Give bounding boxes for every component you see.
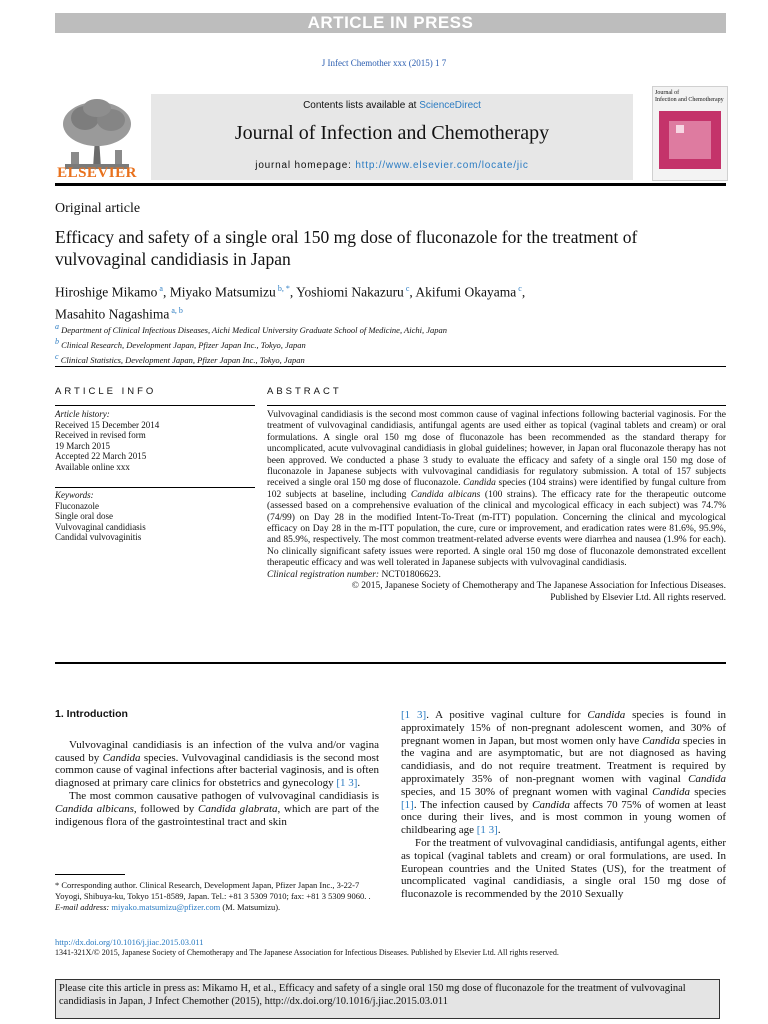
abstract-text: Vulvovaginal candidiasis is the second most common cause of vaginal infections following bacterial vaginosis. For the treatment of vulvovaginal candidiasis, antifungal agents are used either as topical (vaginal tablets and cream) or oral formulations. A single oral 150 mg dose of fluconazole has been recommended as the standard therapy for uncomplicated, acute vulvovaginal candidiasis in global guidelines; however, in Japan oral fluconazole therapy has not been approved. We conducted a phase 3 study to evaluate the efficacy and safety of a single oral 150 mg dose of fluconazole in Japanese subjects with vulvovaginal candidiasis for regulatory submission. A total of 157 subjects received a single oral 150 mg dose of fluconazole. Candida species (104 strains) were identified by fungal culture from 102 subjects at baseline, including Candida albicans (100 strains). The efficacy rate for the therapeutic outcome (assessed based on a comprehensive evaluation of the clinical and mycological efficacy in each subject) was 74.7% (74/99) on Day 28 in the modified Intent-To-Treat (m-ITT) population. Concerning the clinical and mycological efficacy on Day 28 in the m-ITT population, the cure, cure or improvement, and eradication rates were 81.6%, 95.9%, and 85.9%, respectively. The most common treatment-related adverse events were diarrhea and nausea (1.9% for each). No clinically significant safety issues were reported. A single oral 150 mg dose of fluconazole demonstrated excellent therapeutic efficacy and was well tolerated in Japanese subjects with vulvovaginal candidiasis. <box>267 410 726 569</box>
intro-paragraph-1: Vulvovaginal candidiasis is an infection of the vulva and/or vagina caused by Candida species. Vulvovaginal candidiasis is the second most common cause of vaginal infections after bacterial vaginosis, and is often diagnosed at primary care clinics for obstetrics and gynecology [1 3]. <box>55 738 379 790</box>
history-item: Available online xxx <box>55 461 130 472</box>
author-affiliation-marker[interactable]: c <box>516 284 522 293</box>
issn-line: 1341-321X/© 2015, Japanese Society of Chemotherapy and The Japanese Association for Infectious Diseases. Published by Elsevier Ltd. All rights reserved. <box>55 948 559 957</box>
abstract-rule <box>267 405 726 406</box>
sciencedirect-link[interactable]: ScienceDirect <box>419 100 481 111</box>
article-type: Original article <box>55 201 141 216</box>
journal-header <box>55 86 726 179</box>
author-affiliation-marker[interactable]: c <box>403 284 410 293</box>
keywords-rule <box>55 487 255 488</box>
section-rule <box>55 366 726 367</box>
footnote-text: * Corresponding author. Clinical Research, Development Japan, Pfizer Japan Inc., 3-22-7 Yoyogi, Shibuya-ku, Tokyo 151-8589, Japan. Tel.: +81 3 5309 7010; fax: +81 3 5309 9060. . <box>55 880 371 901</box>
homepage-prefix: journal homepage: <box>255 160 356 171</box>
journal-citation-line[interactable]: J Infect Chemother xxx (2015) 1 7 <box>321 58 447 68</box>
intro-paragraph-3: [1 3]. A positive vaginal culture for Candida species is found in approximately 15% of non-pregnant adolescent women, and 30% of pregnant women in Japan, but most women only have Candida species in the vagina and are asymptomatic, but are not diagnosed as having candidiasis, and do not require treatment. Treatment is required by approximately 35% of non-pregnant women with vaginal Candida species, and 15 30% of pregnant women with vaginal Candida species [1]. The infection caused by Candida affects 70 75% of women at least once during their lives, and is most common in young women of childbearing age [1 3]. <box>401 709 726 837</box>
homepage-link[interactable]: http://www.elsevier.com/locate/jic <box>355 160 529 171</box>
abstract-bottom-rule <box>55 662 726 664</box>
article-history <box>55 409 255 472</box>
ref-link[interactable]: [1 3] <box>336 777 358 790</box>
header-rule <box>55 183 726 186</box>
keyword-item: Single oral dose <box>55 511 113 521</box>
history-item: Received 15 December 2014 <box>55 419 160 430</box>
article-info-rule <box>55 405 255 406</box>
author-name: Akifumi Okayama <box>415 284 517 300</box>
keyword-item: Vulvovaginal candidiasis <box>55 521 146 532</box>
article-info-heading: ARTICLE INFO <box>55 386 157 397</box>
abstract-body <box>267 410 726 604</box>
contents-prefix: Contents lists available at <box>303 100 420 111</box>
author-list: Hiroshige Mikamo $^a$, Miyako Matsumizu $^{b, *}$, Yoshiomi Nakazuru $^c$, Akifumi Okayama $^c$, Masahito Nagashima $^{a, b}$ <box>55 284 526 321</box>
footnote-email: E-mail address: miyako.matsumizu@pfizer.com (M. Matsumizu). <box>55 902 281 912</box>
author-name: Miyako Matsumizu <box>169 284 276 300</box>
body-left-column <box>55 706 379 828</box>
introduction-heading: 1. Introduction <box>55 708 128 720</box>
author-affiliation-marker[interactable]: a <box>157 284 163 293</box>
affiliation-list <box>55 321 715 365</box>
history-item: Received in revised form <box>55 430 146 440</box>
contents-line <box>151 100 633 111</box>
history-item: Accepted 22 March 2015 <box>55 451 147 461</box>
journal-title: Journal of Infection and Chemotherapy <box>234 122 550 144</box>
keyword-item: Fluconazole <box>55 500 99 511</box>
abstract-published: Published by Elsevier Ltd. All rights reserved. <box>550 592 726 603</box>
doi-link[interactable]: http://dx.doi.org/10.1016/j.jiac.2015.03.011 <box>55 937 204 947</box>
intro-paragraph-4: For the treatment of vulvovaginal candidiasis, antifungal agents, either as topical (vaginal tablets and cream) or oral formulations, are used. In European countries and the United States (US), for the treatment of uncomplicated vaginal candidiasis, a single oral 150 mg dose of fluconazole is recommended by the 2010 Sexually <box>401 836 726 901</box>
author-name: Hiroshige Mikamo <box>55 284 158 300</box>
history-item: 19 March 2015 <box>55 440 110 451</box>
ref-link[interactable]: [1 3] <box>401 709 427 721</box>
cover-title-line-1: Journal of <box>655 90 680 96</box>
article-title: Efficacy and safety of a single oral 150 mg dose of fluconazole for the treatment of vulvovaginal candidiasis in Japan <box>55 227 638 269</box>
cover-title <box>655 90 725 104</box>
cover-title-line-2: Infection and Chemotherapy <box>655 97 724 103</box>
author-name: Yoshiomi Nakazuru <box>296 284 404 300</box>
body-right-column <box>401 709 726 901</box>
history-label: Article history: <box>55 409 110 419</box>
abstract-copyright: © 2015, Japanese Society of Chemotherapy and The Japanese Association for Infectious Diseases. <box>351 581 726 592</box>
author-name: Masahito Nagashima <box>55 306 170 321</box>
ref-link[interactable]: [1 3] <box>476 824 498 837</box>
keywords-label: Keywords: <box>55 490 94 500</box>
ref-link[interactable]: [1] <box>401 798 414 811</box>
corresponding-author-footnote <box>55 880 379 913</box>
homepage-line <box>151 160 633 171</box>
abstract-heading: ABSTRACT <box>267 386 342 397</box>
affiliation-item: $^b$ Clinical Research, Development Japan, Pfizer Japan Inc., Tokyo, Japan <box>55 336 306 350</box>
journal-cover-thumbnail <box>652 86 728 181</box>
keyword-item: Candidal vulvovaginitis <box>55 532 142 542</box>
affiliation-item: $^a$ Department of Clinical Infectious Diseases, Aichi Medical University Graduate School of Medicine, Aichi, Japan <box>55 322 448 335</box>
author-affiliation-marker[interactable]: b, * <box>275 284 290 293</box>
cover-image <box>659 111 721 169</box>
email-link[interactable]: miyako.matsumizu@pfizer.com <box>111 902 221 912</box>
please-cite-box: Please cite this article in press as: Mikamo H, et al., Efficacy and safety of a single oral 150 mg dose of fluconazole for the treatment of vulvovaginal candidiasis in Japan, J Infect Chemother (2015), http://dx.doi.org/10.1016/j.jiac.2015.03.011 <box>55 979 720 1019</box>
affiliation-item: $^c$ Clinical Statistics, Development Japan, Pfizer Japan Inc., Tokyo, Japan <box>55 351 305 365</box>
publisher-logo-text: ELSEVIER <box>57 165 137 181</box>
author-affiliation-marker[interactable]: a, b <box>169 305 183 315</box>
intro-paragraph-2: The most common causative pathogen of vulvovaginal candidiasis is Candida albicans, followed by Candida glabrata, which are part of the indigenous flora of the gastrointestinal tract and skin <box>55 789 379 828</box>
keywords <box>55 490 255 543</box>
footnote-rule <box>55 874 125 875</box>
registration-number: Clinical registration number: NCT01806623. <box>267 569 441 580</box>
article-in-press-banner: ARTICLE IN PRESS <box>55 13 726 33</box>
journal-banner <box>151 94 633 180</box>
